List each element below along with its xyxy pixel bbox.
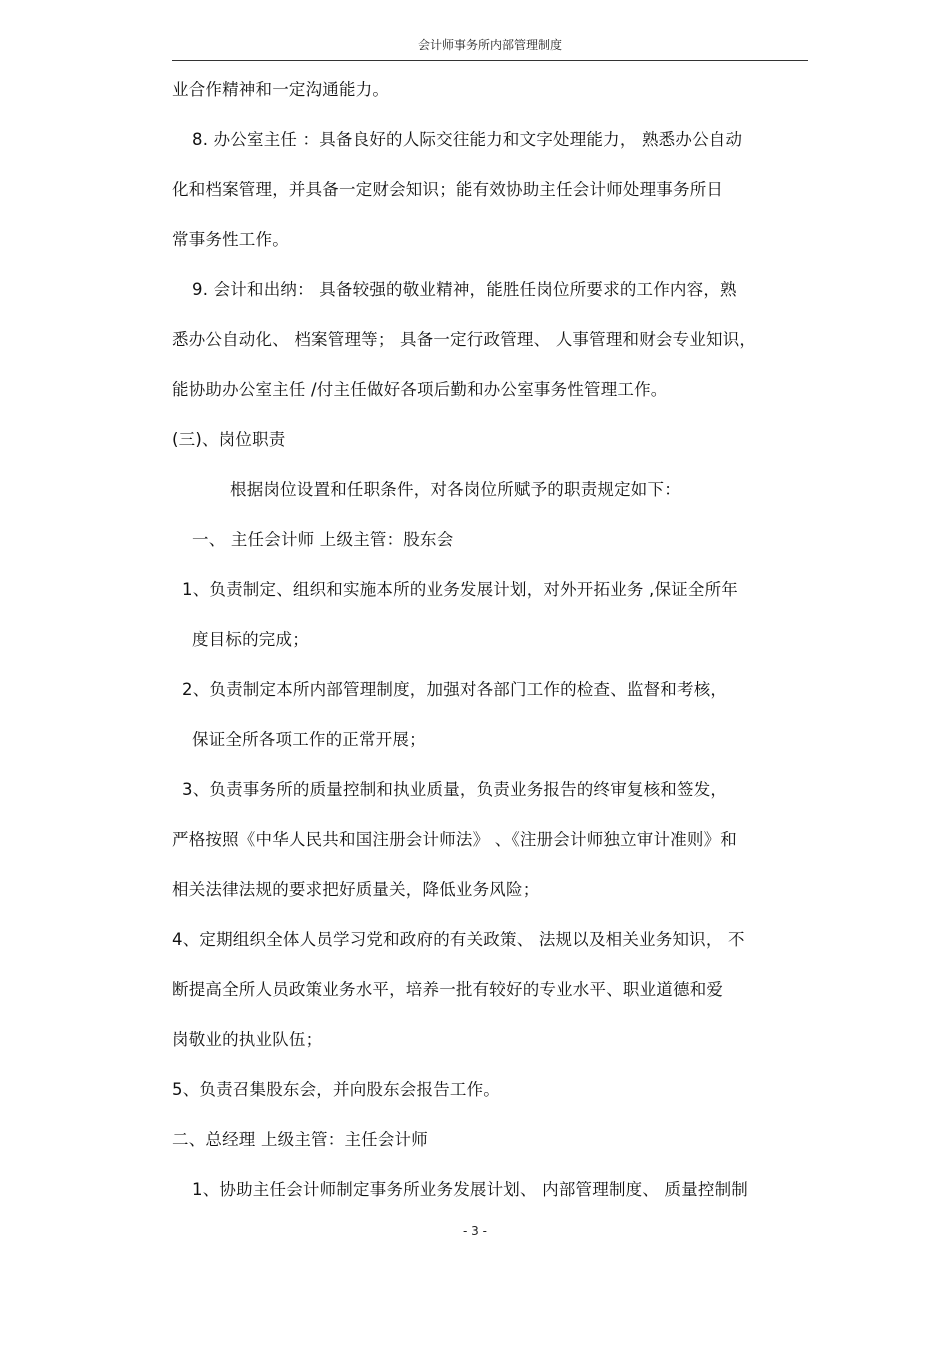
section-heading: (三)、岗位职责 xyxy=(172,430,286,449)
page-header: 会计师事务所内部管理制度 xyxy=(417,38,562,52)
position-heading: 二、总经理 上级主管：主任会计师 xyxy=(172,1130,428,1149)
body-line: 3、负责事务所的质量控制和执业质量，负责业务报告的终审复核和签发， xyxy=(182,780,728,799)
body-line: 4、定期组织全体人员学习党和政府的有关政策、 法规以及相关业务知识， 不 xyxy=(172,930,745,949)
header-divider xyxy=(172,60,808,61)
body-line: 8. 办公室主任 ：具备良好的人际交往能力和文字处理能力， 熟悉办公自动 xyxy=(192,130,743,149)
body-line: 5、负责召集股东会，并向股东会报告工作。 xyxy=(172,1080,500,1099)
body-line: 能协助办公室主任 /付主任做好各项后勤和办公室事务性管理工作。 xyxy=(172,380,668,399)
body-line: 1、协助主任会计师制定事务所业务发展计划、 内部管理制度、 质量控制制 xyxy=(192,1180,748,1199)
body-line: 度目标的完成； xyxy=(192,630,309,649)
body-line: 相关法律法规的要求把好质量关，降低业务风险； xyxy=(172,880,540,899)
page-number: - 3 - xyxy=(463,1224,487,1238)
body-line: 2、负责制定本所内部管理制度，加强对各部门工作的检查、监督和考核， xyxy=(182,680,728,699)
body-line: 断提高全所人员政策业务水平，培养一批有较好的专业水平、职业道德和爱 xyxy=(172,980,724,999)
body-line: 1、负责制定、组织和实施本所的业务发展计划，对外开拓业务 ,保证全所年 xyxy=(182,580,738,599)
body-line: 常事务性工作。 xyxy=(172,230,289,249)
body-line: 9. 会计和出纳： 具备较强的敬业精神，能胜任岗位所要求的工作内容，熟 xyxy=(192,280,737,299)
body-line: 悉办公自动化、 档案管理等； 具备一定行政管理、 人事管理和财会专业知识， xyxy=(172,330,757,349)
position-heading: 一、 主任会计师 上级主管：股东会 xyxy=(192,530,454,549)
body-line: 严格按照《中华人民共和国注册会计师法》 、《注册会计师独立审计准则》和 xyxy=(172,830,737,849)
body-line: 岗敬业的执业队伍； xyxy=(172,1030,323,1049)
body-line: 保证全所各项工作的正常开展； xyxy=(192,730,426,749)
body-line: 化和档案管理，并具备一定财会知识；能有效协助主任会计师处理事务所日 xyxy=(172,180,724,199)
body-line: 根据岗位设置和任职条件，对各岗位所赋予的职责规定如下： xyxy=(230,480,681,499)
body-line: 业合作精神和一定沟通能力。 xyxy=(172,80,390,99)
